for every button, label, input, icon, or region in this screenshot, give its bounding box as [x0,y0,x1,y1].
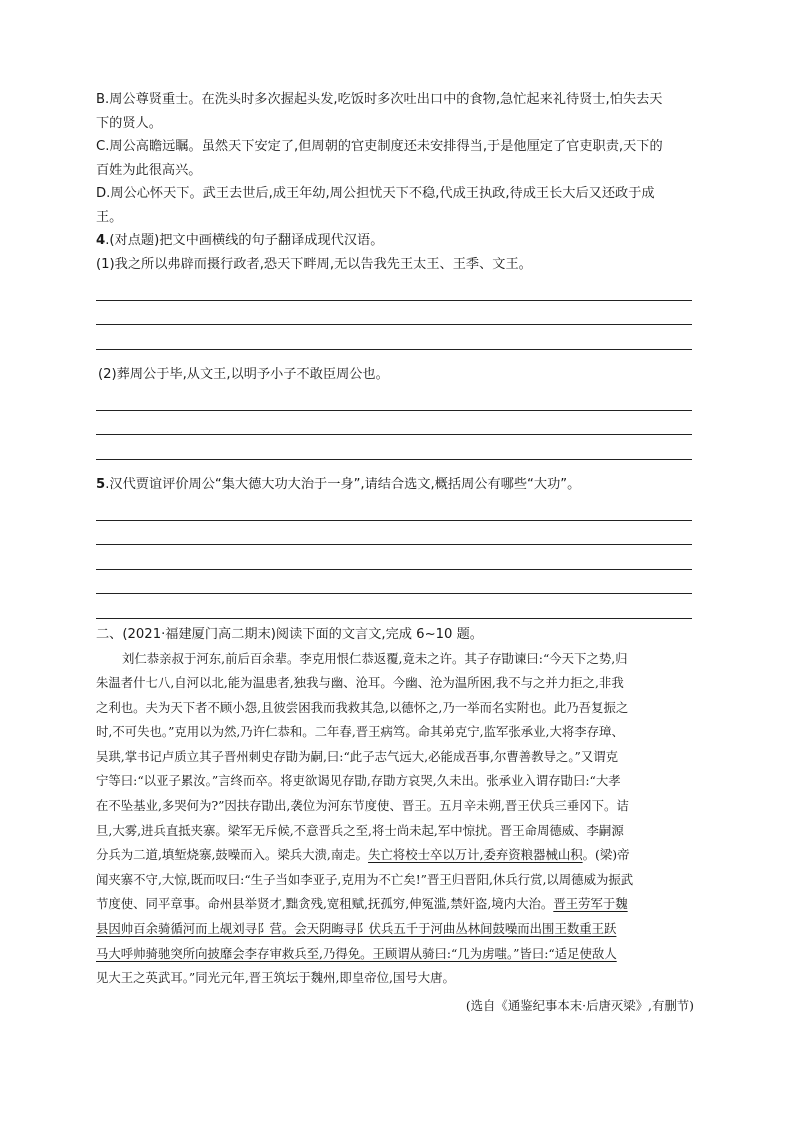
option-b-line-1: B.周公尊贤重士。在洗头时多次握起头发,吃饭时多次吐出口中的食物,急忙起来礼待贤士,怕失去天 [96,92,663,107]
passage-text: 节度使、同平章事。命州县举贤才,黜贪残,宽租赋,抚孤穷,伸冤滥,禁奸盗,境内大治。 [96,896,554,912]
underlined-sentence-2-end: 县因帅百余骑循河而上觇刘寻阝营 [96,921,282,937]
passage-line: 闻夹寨不守,大惊,既而叹曰:“生子当如李亚子,克用为不亡矣!”晋王归晋阳,休兵行赏,以周德威为振武 [96,871,634,887]
answer-line[interactable] [96,301,692,326]
answer-line[interactable] [96,545,692,570]
answer-line[interactable] [96,325,692,350]
question-4-sub-1: (1)我之所以弗辟而摄行政者,恐天下畔周,无以告我先王太王、王季、文王。 [96,256,532,272]
question-4-text: .(对点题)把文中画横线的句子翻译成现代汉语。 [105,233,384,248]
answer-line[interactable] [96,411,692,436]
worksheet-page [96,88,694,1019]
question-4-prompt [96,229,694,253]
option-d-line-2: 王。 [96,209,123,225]
passage-line: 刘仁恭亲叔于河东,前后百余辈。李克用恨仁恭返覆,竟未之许。其子存勖谏曰:“今天下之势,归 [122,650,628,666]
underlined-unpunctuated-passage: 。会天阴晦寻阝伏兵五千于河曲丛林间鼓噪而出围王数重王跃 [281,921,617,937]
section-2-heading: 二、(2021·福建厦门高二期末)阅读下面的文言文,完成 6~10 题。 [96,626,483,642]
passage-line: 吴珙,掌书记卢质立其子晋州刺史存勖为嗣,曰:“此子志气远大,必能成吾事,尔曹善教导之。”又谓克 [96,748,619,764]
passage-line: 在不坠基业,多哭何为?”因扶存勖出,袭位为河东节度使、晋王。五月辛未朔,晋王伏兵三垂冈下。诘 [96,798,629,814]
passage-line: 见大王之英武耳。”同光元年,晋王筑坛于魏州,即皇帝位,国号大唐。 [96,970,455,986]
passage-text: 。(梁)帝 [582,847,630,863]
passage-line: 时,不可失也。”克用以为然,乃许仁恭和。二年春,晋王病笃。命其弟克宁,监军张承业,大将李存璋、 [96,724,624,740]
answer-area-5[interactable] [96,496,694,619]
option-c-line-1: C.周公高瞻远瞩。虽然天下安定了,但周朝的官吏制度还未安排得当,于是他厘定了官吏职责,天下的 [96,139,663,154]
answer-line[interactable] [96,521,692,546]
passage-line: 宁等曰:“以亚子累汝。”言终而卒。将吏欲谒见存勖,存勖方哀哭,久未出。张承业入谓存勖曰:“大孝 [96,773,621,789]
passage-line: 朱温者什七八,自河以北,能为温患者,独我与幽、沧耳。今幽、沧为温所困,我不与之并力拒之,非我 [96,675,624,691]
answer-line[interactable] [96,594,692,619]
passage-line-underlined: 马大呼帅骑驰突所向披靡会李存审救兵至,乃得免。王顾谓从骑曰:“几为虏嗤。”皆曰:“适足使敌人 [96,945,617,961]
option-d [96,182,694,229]
passage-line: 之利也。夫为天下者不顾小怨,且彼尝困我而我救其急,以德怀之,乃一举而名实附也。此乃吾复振之 [96,699,629,715]
answer-area-4-2[interactable] [96,386,694,460]
answer-line[interactable] [96,570,692,595]
passage-line: 旦,大雾,进兵直抵夹寨。梁军无斥候,不意晋兵之至,将士尚未起,军中惊扰。晋王命周德威、李嗣源 [96,822,624,838]
question-4-sub-2: (2)葬周公于毕,从文王,以明予小子不敢臣周公也。 [98,366,389,382]
answer-line[interactable] [96,276,692,301]
answer-area-4-1[interactable] [96,276,694,350]
passage-line [96,917,694,942]
passage-text: 分兵为二道,填堑烧寨,鼓噪而入。梁兵大溃,南走。 [96,847,369,863]
question-4-number: 4 [96,233,106,248]
question-5-number: 5 [96,476,106,492]
passage-line [96,843,694,868]
option-b-line-2: 下的贤人。 [96,115,162,131]
answer-line[interactable] [96,386,692,411]
option-c [96,135,694,182]
classical-passage [96,647,694,1019]
question-5-prompt [96,473,694,497]
source-citation: (选自《通鉴纪事本末·后唐灭梁》,有删节) [465,997,694,1013]
passage-line [96,892,694,917]
question-5-text: .汉代贾谊评价周公“集大德大功大治于一身”,请结合选文,概括周公有哪些“大功”。 [105,476,581,492]
answer-line[interactable] [96,435,692,460]
option-b [96,88,694,135]
underlined-sentence-1: 失亡将校士卒以万计,委弃资粮器械山积 [368,847,583,863]
answer-line[interactable] [96,496,692,521]
option-c-line-2: 百姓为此很高兴。 [96,162,202,178]
underlined-sentence-2-start: 晋王劳军于魏 [553,896,628,912]
option-d-line-1: D.周公心怀天下。武王去世后,成王年幼,周公担忧天下不稳,代成王执政,待成王长大后又还政于成 [96,186,655,201]
